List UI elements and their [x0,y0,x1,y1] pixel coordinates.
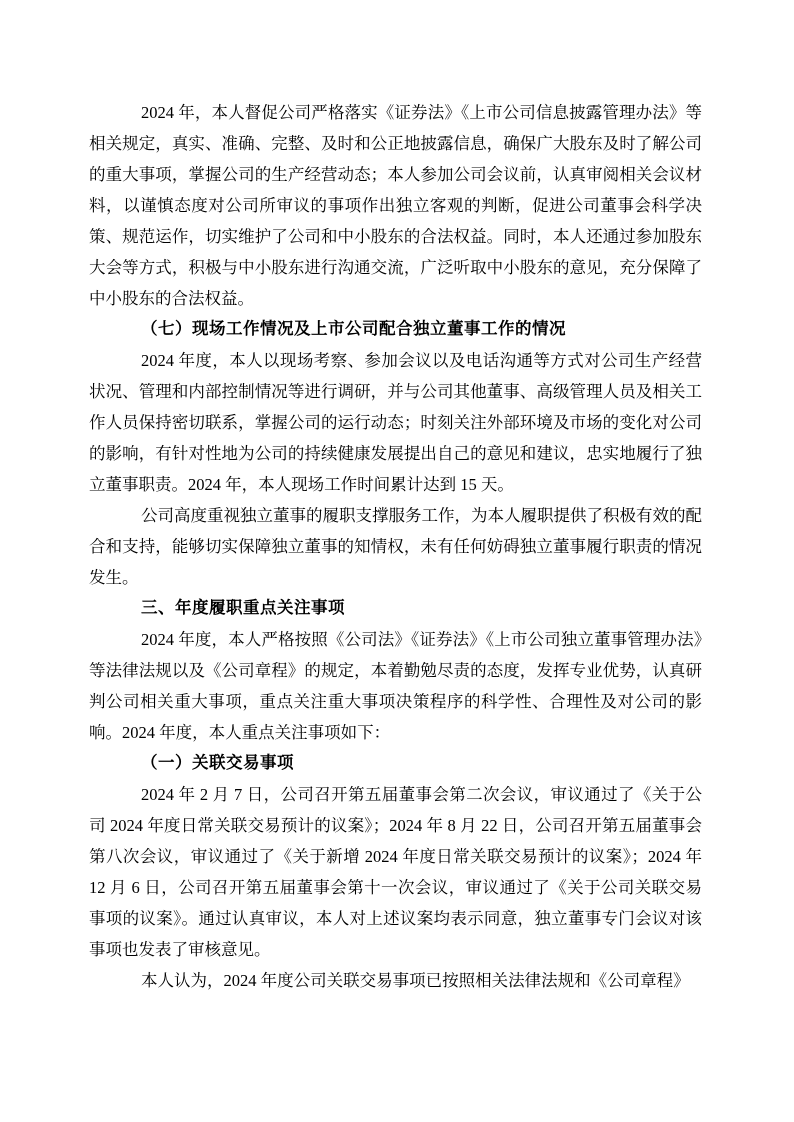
heading-section-3-annual-key-matters: 三、年度履职重点关注事项 [141,599,345,617]
paragraph-info-disclosure: 2024 年，本人督促公司严格落实《证券法》《上市公司信息披露管理办法》等相关规定，真实、准确、完整、及时和公正地披露信息，确保广大股东及时了解公司的重大事项，掌握公司的生产经营动态；本人参加公司会议前，认真审阅相关会议材料，以谨慎态度对公司所审议的事项作出独立客观的判断，促进公司董事会科学决策、规范运作，切实维护了公司和中小股东的合法权益。同时，本人还通过参加股东大会等方式，积极与中小股东进行沟通交流，广泛听取中小股东的意见，充分保障了中小股东的合法权益。 [89,103,702,308]
paragraph-board-meetings-related-transactions: 2024 年 2 月 7 日，公司召开第五届董事会第二次会议，审议通过了《关于公司 2024 年度日常关联交易预计的议案》；2024 年 8 月 22 日，公司召开第五届董事会第八次会议，审议通过了《关于新增 2024 年度日常关联交易预计的议案》；2024 年 12 月 6 日，公司召开第五届董事会第十一次会议，审议通过了《关于公司关联交易事项的议案》。通过认真审议，本人对上述议案均表示同意，独立董事专门会议对该事项也发表了审核意见。 [89,785,702,959]
paragraph-conclusion-opening-line: 本人认为，2024 年度公司关联交易事项已按照相关法律法规和《公司章程》 [141,971,690,990]
paragraph-compliance-basis: 2024 年度，本人严格按照《公司法》《证券法》《上市公司独立董事管理办法》等法律法规以及《公司章程》的规定，本着勤勉尽责的态度，发挥专业优势，认真研判公司相关重大事项，重点关注重大事项决策程序的科学性、合理性及对公司的影响。2024 年度，本人重点关注事项如下： [89,630,702,742]
heading-section-1-related-transactions: （一）关联交易事项 [141,754,294,772]
heading-section-7-onsite-work: （七）现场工作情况及上市公司配合独立董事工作的情况 [141,320,566,338]
paragraph-onsite-research: 2024 年度，本人以现场考察、参加会议以及电话沟通等方式对公司生产经营状况、管理和内部控制情况等进行调研，并与公司其他董事、高级管理人员及相关工作人员保持密切联系，掌握公司的运行动态；时刻关注外部环境及市场的变化对公司的影响，有针对性地为公司的持续健康发展提出自己的意见和建议，忠实地履行了独立董事职责。2024 年，本人现场工作时间累计达到 15 天。 [89,351,702,494]
paragraph-company-support: 公司高度重视独立董事的履职支撑服务工作，为本人履职提供了积极有效的配合和支持，能够切实保障独立董事的知情权，未有任何妨碍独立董事履行职责的情况发生。 [89,506,702,587]
